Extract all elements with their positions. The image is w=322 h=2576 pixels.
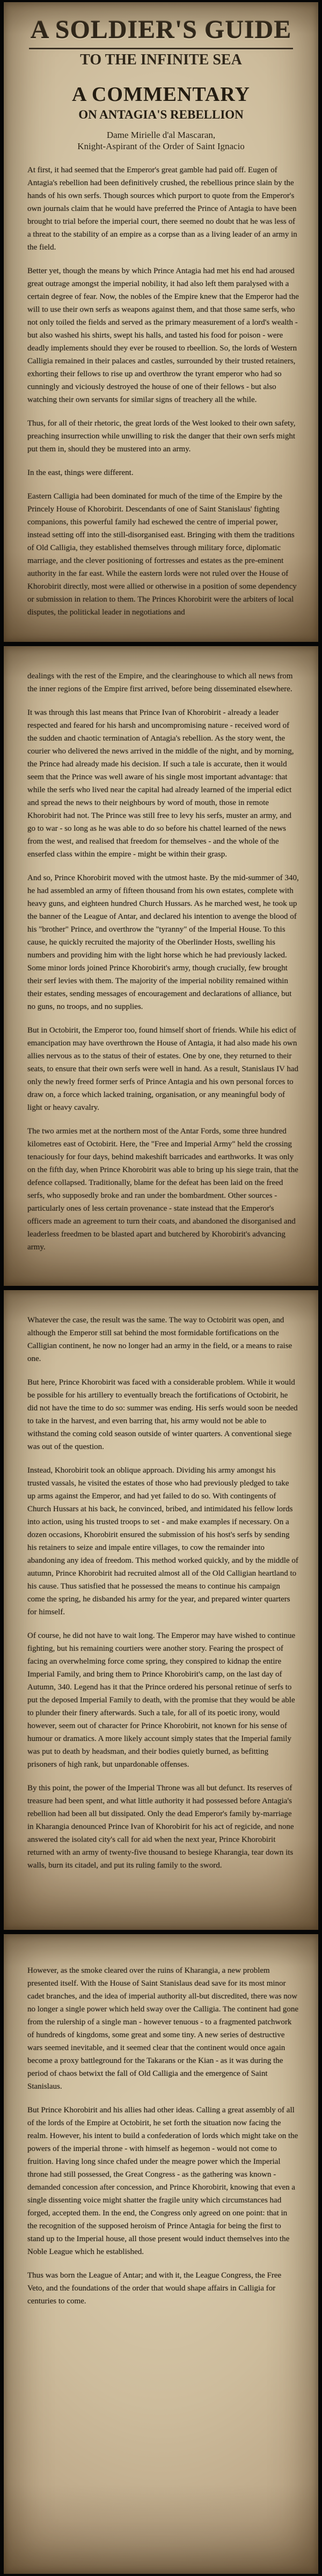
page-4 bbox=[4, 1934, 318, 2574]
paragraph: In the east, things were different. bbox=[27, 469, 134, 477]
paragraph: By this point, the power of the Imperial Throne was all but defunct. Its reserves of treasure had been spent, and what little authority it had possessed before Antagia's rebellion had been all but dissipated. Only the dead Emperor's family by-marriage in Kharangia denounced Prince Ivan of Khorobirit for his act of regicide, and none answered the isolated city's call for aid when the next year, Prince Khorobirit returned with an army of twenty-five thousand to besiege Kharangia, tear down its walls, burn its citadel, and put its ruling family to the sword. bbox=[27, 1784, 294, 1870]
page-1-body bbox=[4, 164, 318, 619]
paragraph: It was through this last means that Prince Ivan of Khorobirit - already a leader respected and feared for his harsh and uncompromising nature - received word of the sudden and chaotic termination of Antagia's rebellion. As the story went, the courier who delivered the news arrived in the middle of the night, and by morning, the Prince had already made his decision. If such a tale is accurate, then it would seem that the Prince was well aware of his single most important advantage: that while the serfs who lived near the capital had already learned of the imperial edict and spread the news to their neighbours by word of mouth, those in remote Khorobirit had not. The Prince was still free to levy his serfs, muster an army, and go to war - so long as he was able to do so before his chattel learned of the news from the west, and realised that freedom for themselves - and the whole of the enserfed class within the empire - might be within their grasp. bbox=[27, 708, 294, 859]
paragraph: Thus was born the League of Antar; and with it, the League Congress, the Free Veto, and the foundations of the order that would shape affairs in Calligia for centuries to come. bbox=[27, 2271, 282, 2306]
paragraph: The two armies met at the northern most of the Antar Fords, some three hundred kilometres east of Octobirit. Here, the "Free and Imperial Army" held the crossing tenaciously for four days, behind makeshift barricades and earthworks. It was only on the fifth day, when Prince Khorobirit was able to bring up his siege train, that the defence collapsed. Traditionally, blame for the defeat has been laid on the freed serfs, who supposedly broke and ran under the bombardment. Other sources - particularly ones of less certain provenance - state instead that the Emperor's officers made an agreement to turn their coats, and abandoned the disorganised and leaderless freedmen to be blasted apart and butchered by Khorobirit's advancing army. bbox=[27, 1127, 298, 1252]
paragraph: At first, it had seemed that the Emperor's great gamble had paid off. Eugen of Antagia's rebellion had been definitively crushed, the rebellious prince slain by the hands of his own serfs. Though sources which purport to quote from the Emperor's own journals claim that he would have preferred the Prince of Antagia to have been brought to trial before the imperial court, there seemed no doubt that he was less of a threat to the stability of an empire as a corpse than as a living leader of an army in the field. bbox=[27, 166, 297, 252]
section-title: A COMMENTARY bbox=[72, 83, 250, 106]
document bbox=[0, 2, 322, 2574]
paragraph: However, as the smoke cleared over the ruins of Kharangia, a new problem presented itself. With the House of Saint Stanislaus dead save for its most minor cadet branches, and the idea of imperial authority all-but discredited, there was now no longer a single power which held sway over the Calligia. The continent had gone from the rulership of a single man - however tenuous - to a fragmented patchwork of hundreds of kingdoms, some great and some tiny. A new series of destructive wars seemed inevitable, and it seemed clear that the continent would once again become a proxy battleground for the Takarans or the Kian - as it was during the period of chaos betwixt the fall of Old Calligia and the emergence of Saint Stanislaus. bbox=[27, 1966, 299, 2091]
title-rule bbox=[29, 48, 293, 49]
page-2 bbox=[4, 646, 318, 1286]
paragraph: Eastern Calligia had been dominated for much of the time of the Empire by the Princely House of Khorobirit. Descendants of one of Saint Stanislaus' fighting companions, this powerful family had eschewed the centre of imperial power, instead setting off into the still-disorganised east. Bringing with them the traditions of Old Calligia, they established themselves through military force, diplomatic marriage, and the clever positioning of fortresses and estates as the pre-eminent authority in the far east. While the eastern lords were not ruled over the House of Khorobirit directly, most were allied or otherwise in a position of some dependency or submission in relation to them. The Princes Khorobirit were the arbiters of local disputes, the politickal leader in negotiations and bbox=[27, 492, 297, 617]
page-title: A SOLDIER'S GUIDE bbox=[30, 16, 292, 44]
paragraph: Thus, for all of their rhetoric, the great lords of the West looked to their own safety, preaching insurrection while unwilling to risk the danger that their own serfs might put them in, should they be mustered into an army. bbox=[27, 419, 296, 453]
paragraph: Of course, he did not have to wait long. The Emperor may have wished to continue fighting, but his remaining courtiers were another story. Fearing the prospect of facing an overwhelming force come spring, they conspired to kidnap the entire Imperial Family, and bring them to Prince Khorobirit's camp, on the last day of Autumn, 340. Legend has it that the Prince ordered his personal retinue of serfs to put the deposed Imperial Family to death, with the promise that they would be able to plunder their finery afterwards. Such a tale, for all of its poetic irony, would however, seem out of character for Prince Khorobirit, not known for his sense of humour or dramatics. A more likely account simply states that the Imperial family was put to death by headsman, and their bodies quietly burned, as befitting prisoners of high rank, but unpardonable offenses. bbox=[27, 1631, 296, 1769]
paragraph: And so, Prince Khorobirit moved with the utmost haste. By the mid-summer of 340, he had assembled an army of fifteen thousand from his own estates, complete with heavy guns, and eighteen hundred Church Hussars. As he marched west, he took up the banner of the League of Antar, and declared his intention to avenge the blood of his "brother" Prince, and overthrow the "tyranny" of the Imperial House. To this cause, he quickly recruited the majority of the Oberlinder Hosts, swelling his numbers and providing him with the light horse which he had previously lacked. Some minor lords joined Prince Khorobirit's army, though crucially, few brought their serf levies with them. The majority of the imperial nobility remained within their estates, sending messages of encouragement and declarations of alliance, but no guns, no troops, and no supplies. bbox=[27, 874, 299, 1011]
page-1 bbox=[4, 2, 318, 642]
paragraph: But here, Prince Khorobirit was faced with a considerable problem. While it would be possible for his artillery to eventually breach the fortifications of Octobirit, he did not have the time to do so: summer was ending. His serfs would soon be needed to take in the harvest, and even barring that, his army would not be able to withstand the coming cold season outside of winter quarters. A conventional siege was out of the question. bbox=[27, 1378, 298, 1451]
document-header bbox=[4, 2, 318, 152]
page-2-body bbox=[4, 646, 318, 1254]
author-block bbox=[4, 129, 318, 152]
paragraph: Whatever the case, the result was the same. The way to Octobirit was open, and although the Emperor still sat behind the most formidable fortifications on the Calligian continent, he now no longer had an army in the field, or a means to raise one. bbox=[27, 1316, 292, 1363]
paragraph: Instead, Khorobirit took an oblique approach. Dividing his army amongst his trusted vassals, he visited the estates of those who had previously pledged to take up arms against the Emperor, and had yet failed to do so. With contingents of Church Hussars at his back, he convinced, bribed, and intimidated his fellow lords into action, using his trusted troops to set - and make examples if necessary. On a dozen occasions, Khorobirit ensured the submission of his host's serfs by sending his retainers to seize and impale entire villages, to cow the remainder into abandoning any idea of freedom. This method worked quickly, and by the middle of autumn, Prince Khorobirit had recruited almost all of the Old Calligian heartland to his cause. Thus satisfied that he possessed the means to continue his campaign come the spring, he disbanded his army for the year, and prepared winter quarters for himself. bbox=[27, 1466, 298, 1616]
section-subtitle: ON ANTAGIA'S REBELLION bbox=[78, 108, 244, 121]
page-3-body bbox=[4, 1290, 318, 1872]
paragraph: But in Octobirit, the Emperor too, found himself short of friends. While his edict of emancipation may have overthrown the House of Antagia, it had also made his own allies nervous as to the status of their of estates. One by one, they returned to their seats, to ensure that their own serfs were well in hand. As a result, Stanislaus IV had only the newly freed former serfs of Prince Antagia and his own personal forces to draw on, a force which lacked training, organisation, or any meaningful body of light or heavy cavalry. bbox=[27, 1026, 299, 1112]
paragraph: dealings with the rest of the Empire, and the clearinghouse to which all news from the inner regions of the Empire first arrived, before being disseminated elsewhere. bbox=[27, 672, 293, 693]
page-subtitle: TO THE INFINITE SEA bbox=[80, 52, 242, 68]
paragraph: But Prince Khorobirit and his allies had other ideas. Calling a great assembly of all of the lords of the Empire at Octobirit, he set forth the situation now facing the realm. However, his intent to build a confederation of lords which might take on the powers of the imperial throne - with himself as hegemon - would not come to fruition. Having long since chafed under the meagre power which the Imperial throne had still possessed, the Great Congress - as the gathering was known - demanded concession after concession, and Prince Khorobirit, knowing that even a single dissenting voice might shatter the fragile unity which circumstances had forged, accepted them. In the end, the Congress only agreed on one point: that in the recognition of the supposed heroism of Prince Antagia for being the first to stand up to the Imperial house, all those present would induct themselves into the Noble League which he established. bbox=[27, 2106, 298, 2256]
author-title: Knight-Aspirant of the Order of Saint Ignacio bbox=[77, 141, 245, 151]
page-4-body bbox=[4, 1934, 318, 2308]
page-3 bbox=[4, 1290, 318, 1930]
author-name: Dame Mirielle d'al Mascaran, bbox=[106, 130, 216, 140]
paragraph: Better yet, though the means by which Prince Antagia had met his end had aroused great outrage amongst the imperial nobility, it had also left them paralysed with a certain degree of fear. Now, the nobles of the Empire knew that the Emperor had the will to use their own serfs as weapons against them, and that those same serfs, who not only toiled the fields and served as the primary measurement of a lord's wealth - but also washed his shirts, swept his halls, and tasted his food for poison - were deadly implements should they ever be roused to rbeellion. So, the lords of Western Calligia remained in their palaces and castles, surrounded by their trusted retainers, exhorting their fellows to rise up and overthrow the tyrant emperor who had so cunningly and viciously destroyed the house of one of their fellows - but also watching their own servants for similar signs of treachery all the while. bbox=[27, 267, 299, 404]
